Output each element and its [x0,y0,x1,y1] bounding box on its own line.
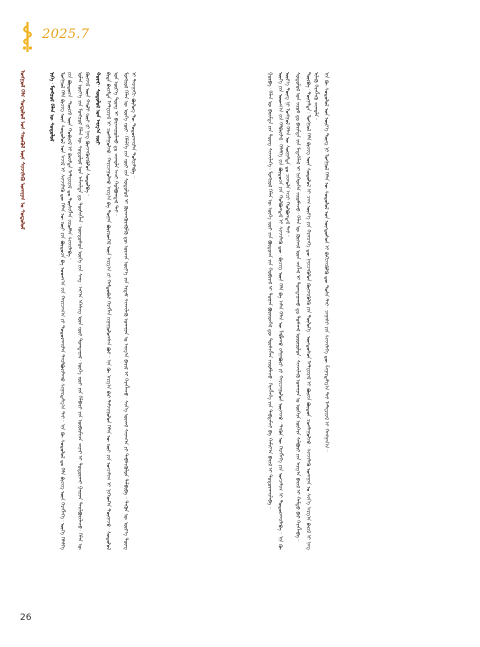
paragraph: ᠮᠣᠩᠭᠣᠯ ᠬᠡᠯᠡᠨ ᠦ ᠦᠭᠡ ᠵᠦᠢ᠂ ᠬᠡᠯᠡᠯᠭᠡ ᠶᠢᠨ ᠵᠦᠢ ᠶᠢᠨ ᠰᠤᠳᠤᠯᠤᠯ ᠢ ᠭᠦᠨᠵᠡᠭᠦᠷᠡᠭᠦᠯᠬᠦ ᠳᠦ ᠣᠷᠴᠢᠨ ᠦᠶ᠎ᠡ ᠶᠢᠨ ᠡᠷᠳᠡᠮ ᠰᠢᠨᠵᠢᠯᠡᠬᠦ ᠤᠬᠠᠭᠠᠨ ᠤ ᠠᠷᠭ᠎ᠠ ᠪᠠᠷᠢᠯ ᠢ ᠬᠡᠷᠡᠭᠯᠡᠵᠦ᠂ ᠰᠢᠨ᠎ᠡ ᠦᠵᠡᠯ ᠰᠠᠨᠠᠭ᠎ᠠ ᠶᠢ ᠳᠡᠪᠰᠢᠭᠦᠯᠦᠨ ᠲᠠᠯᠪᠢᠪᠠ᠃ ᠲᠡᠭᠦᠨ ᠦ ᠦᠷ᠎ᠡ ᠳᠦᠩ ᠢ ᠳᠠᠷᠠᠭᠠᠬᠢ ᠪᠦᠯᠦᠭ ᠲᠦ ᠲᠣᠳᠣᠷᠬᠠᠢᠯᠠᠨ ᠲᠣᠮᠢᠶᠠᠯᠠᠪᠠ᠃ [122,72,137,550]
paragraph: ᠣᠯᠠᠨ ᠦᠶ᠎ᠡ ᠶᠢᠨ ᠮᠣᠩᠭᠣᠯ ᠬᠡᠯᠡᠨ ᠦ ᠰᠤᠳᠤᠯᠤᠯ ᠤᠨ ᠠᠮᠵᠢᠯᠲᠠ ᠳᠤ ᠲᠦᠰᠢᠭᠯᠡᠨ᠂ ᠦᠨᠳᠦᠰᠦᠨ ᠦᠭᠡ ᠶᠢᠨ ᠰᠠᠩ᠂ ᠠᠶ᠎ᠠ ᠡᠭᠡᠰᠢᠭ ᠦᠨ ᠵᠦᠢ ᠲᠣᠭᠲᠠᠭᠠᠯ᠂ ᠦᠭᠡ ᠵᠦᠢ ᠶᠢᠨ ᠬᠡᠯᠪᠡᠷᠢ ᠶᠢᠨ ᠥᠪᠡᠷᠮᠢᠴᠡ ᠴᠢᠨᠠᠷ ᠢ ᠲᠣᠳᠤᠷᠬᠠᠢ ᠭᠠᠷᠭᠠᠨ ᠲᠠᠢᠯᠪᠤᠷᠢᠯᠠᠵᠤ᠂ ᠬᠡᠯᠡᠨ ᠦ ᠬᠥᠭᠵᠢᠯ ᠦᠨ ᠬᠠᠤᠯᠢ ᠵᠦᠢ ᠶᠢ ᠨᠡᠩ ᠭᠦᠨᠵᠡᠭᠦᠷᠡᠭᠦᠯᠦᠨ ᠰᠤᠳᠤᠯᠪᠠ᠃ [76,72,91,550]
issue-year: 2025.7 [42,27,90,42]
section-heading: ᠬᠣᠶᠠᠷ᠂ ᠰᠤᠳᠤᠯᠤᠯ ᠤᠨ ᠠᠷᠭ᠎ᠠ ᠵᠦᠢ [94,72,101,145]
paragraph: ᠡᠨᠡ ᠬᠦ ᠰᠤᠳᠤᠯᠤᠯ ᠤᠨ ᠦᠷ᠎ᠡ ᠳᠦᠩ ᠨᠢ ᠮᠣᠩᠭᠣᠯ ᠬᠡᠯᠡᠨ ᠦ ᠰᠤᠳᠤᠯᠤᠯ ᠤᠨ ᠦᠨᠳᠦᠰᠦᠨ ᠢ ᠪᠡᠬᠢᠵᠢᠭᠦᠯᠬᠦ ᠳᠦ ᠲᠤᠰᠠ ᠲᠠᠢ᠂ ᠴᠠᠭᠠᠰᠢ ᠶᠢᠨ ᠰᠢᠨᠵᠢᠯᠡᠭᠡ ᠳᠦ ᠱᠠᠭᠠᠷᠳᠠᠯᠭ᠎ᠠ ᠲᠠᠢ ᠮᠠᠲᠸᠷᠢᠶᠠᠯ ᠢ ᠬᠠᠩᠭᠠᠨ᠎ᠠ᠃ [322,72,329,452]
text-column-left [44,72,254,550]
paragraph: ᠮᠣᠩᠭᠣᠯ ᠬᠡᠯᠡ ᠪᠢᠴᠢᠭ ᠦᠨ ᠰᠤᠳᠤᠯᠤᠯ ᠤᠨ ᠠᠵᠢᠯ ᠢ ᠰᠢᠨᠵᠢᠯᠡᠬᠦ ᠳᠦ ᠬᠡᠯᠡᠨ ᠦ ᠵᠦᠢ ᠶᠢᠨ ᠪᠦᠲᠦᠴᠡ ᠪᠠ ᠤᠳᠬ᠎ᠠ ᠵᠢᠨ ᠬᠠᠷᠢᠴᠠᠭ᠎ᠠ ᠶᠢ ᠲᠣᠳᠣᠷᠬᠠᠢᠯᠠᠨ ᠲᠠᠢᠯᠪᠤᠷᠢᠯᠠᠬᠤ ᠰᠢᠭᠠᠷᠳᠠᠯᠭ᠎ᠠ ᠲᠠᠢ᠃ ᠡᠨᠡ ᠬᠦ ᠰᠤᠳᠤᠯᠤᠯ ᠳᠤ ᠬᠡᠯᠡ ᠪᠢᠴᠢᠭ ᠦᠨ ᠬᠡᠷᠡᠭᠯᠡᠭᠡ᠂ ᠦᠭᠡ ᠬᠡᠯᠡᠯᠭᠡ ᠶᠢᠨ ᠪᠦᠲᠦᠴᠡ᠂ ᠳᠦᠷᠢᠮ ᠦᠨ ᠬᠤᠪᠢᠷᠠᠯ ᠢ ᠪᠠᠷᠢᠮᠲᠠ ᠮᠠᠲᠸᠷᠢᠶᠠᠯ ᠳᠤ ᠲᠦᠰᠢᠭᠯᠡᠨ ᠵᠢᠷᠤᠮᠯᠠᠨ ᠰᠢᠨᠵᠢᠯᠡᠪᠡ᠃ [58,72,73,550]
paragraph: ᠪᠢᠳᠡ ᠪᠠᠷᠢᠮᠲᠠ ᠮᠠᠲᠸᠷᠢᠶᠠᠯ ᠢ ᠴᠤᠭᠯᠠᠭᠤᠯᠵᠤ᠂ ᠬᠠᠷᠢᠴᠠᠭᠤᠯᠬᠤ ᠠᠷᠭ᠎ᠠ ᠪᠠ ᠲᠣᠭᠠᠨ ᠪᠦᠷᠢᠳᠬᠡᠯ ᠦᠨ ᠠᠷᠭ᠎ᠠ ᠶᠢ ᠬᠠᠮᠳᠤᠪᠠᠷ ᠬᠡᠷᠡᠭᠯᠡᠨ ᠵᠢᠭᠠᠭᠤᠯᠤᠭᠰᠠᠨ ᠪᠤᠢ᠃ ᠡᠨᠡ ᠬᠦ ᠠᠷᠭ᠎ᠠ ᠪᠠᠷ ᠳᠠᠮᠵᠢᠭᠤᠯᠤᠨ ᠬᠡᠯᠡᠨ ᠦ ᠵᠦᠢ ᠶᠢᠨ ᠣᠨᠴᠠᠯᠢᠭ ᠢ ᠨᠢᠭᠡᠳᠬᠡᠨ ᠳᠦᠭᠨᠡᠵᠦ᠂ ᠰᠤᠳᠤᠯᠤᠯ ᠤᠨ ᠦᠷ᠎ᠡ ᠳᠦᠩ ᠢ ᠪᠠᠶᠠᠵᠢᠭᠤᠯᠬᠤ ᠳᠤ ᠴᠢᠬᠤᠯᠠ ᠠᠴᠢ ᠬᠣᠯᠪᠣᠭᠳᠠᠯ ᠲᠠᠢ᠃ [104,72,119,550]
journal-logo-icon [22,22,33,52]
paragraph: ᠳᠥᠷᠪᠡ᠂ ᠳᠦᠭᠨᠡᠯᠲᠡ᠄ ᠮᠣᠩᠭᠣᠯ ᠬᠡᠯᠡ ᠪᠢᠴᠢᠭ ᠦᠨ ᠰᠤᠳᠤᠯᠤᠯ ᠢ ᠴᠠᠭ ᠦᠶ᠎ᠡ ᠶᠢᠨ ᠬᠡᠷᠡᠭᠴᠡᠭᠡ ᠳᠦ ᠨᠡᠶᠢᠴᠡᠭᠦᠯᠦᠨ ᠬᠥᠭᠵᠢᠭᠦᠯᠬᠦ ᠶᠢᠨ ᠲᠥᠯᠥᠭᠡ᠂ ᠦᠨᠳᠦᠰᠦᠨ ᠮᠠᠲᠸᠷᠢᠶᠠᠯ ᠢ ᠪᠦᠷᠢᠨ ᠪᠦᠲᠦᠨ ᠴᠤᠭᠯᠠᠭᠤᠯᠵᠤ᠂ ᠰᠢᠨᠵᠢᠯᠡᠬᠦ ᠤᠬᠠᠭᠠᠨ ᠤ ᠰᠢᠨ᠎ᠡ ᠠᠷᠭ᠎ᠠ ᠪᠠᠷᠢᠯ ᠢ ᠨᠡᠩ ᠢᠯᠡᠭᠦ ᠬᠡᠷᠡᠭᠯᠡᠬᠦ ᠴᠢᠬᠤᠯᠠ᠃ [305,72,319,550]
page-number: 26 [20,613,32,623]
paragraph: ᠰᠤᠳᠤᠯᠤᠯ ᠤᠨ ᠵᠢᠷᠤᠮ ᠳᠤ ᠪᠠᠷᠢᠮᠲᠠ ᠶᠢᠨ ᠮᠡᠳᠡᠭᠡᠯᠡᠯ ᠢ ᠨᠢᠭᠡᠳᠬᠡᠨ ᠵᠢᠷᠤᠮᠯᠠᠵᠤ᠂ ᠬᠡᠯᠡᠨ ᠦ ᠬᠥᠭᠵᠢᠯ ᠦᠨ ᠴᠢᠭᠯᠡᠯ ᠢ ᠲᠣᠭᠲᠠᠭᠠᠬᠤ ᠳᠤ ᠳᠤᠰᠬᠠᠯ ᠤᠷᠤᠭᠤᠯᠤᠨ᠂ ᠰᠢᠨᠵᠢᠯᠡᠬᠦ ᠤᠬᠠᠭᠠᠨ ᠤ ᠥᠭᠡᠷᠡ ᠥᠭᠡᠷᠡ ᠰᠠᠯᠪᠤᠷᠢ ᠶᠢᠨ ᠠᠷᠭ᠎ᠠ ᠪᠠᠷᠢᠯ ᠢ ᠬᠠᠮᠲᠤ ᠪᠡᠷ ᠬᠡᠷᠡᠭᠯᠡᠪᠡ᠃ [294,72,301,542]
paragraph: ᠭᠤᠷᠪᠠ᠂ ᠬᠡᠯᠡᠨ ᠦ ᠪᠠᠷᠢᠮᠲᠠ ᠶᠢᠨ ᠳᠦᠩ ᠰᠢᠨᠵᠢᠯᠡᠭᠡ᠄ ᠮᠣᠩᠭᠣᠯ ᠬᠡᠯᠡᠨ ᠦ ᠦᠭᠡ ᠵᠦᠢ ᠶᠢᠨ ᠪᠦᠲᠦᠴᠡ ᠶᠢᠨ ᠬᠤᠪᠢᠷᠠᠯ ᠢ ᠲᠣᠭᠠᠨ ᠪᠦᠷᠢᠳᠬᠡᠯ ᠳᠦ ᠲᠦᠰᠢᠭᠯᠡᠨ ᠵᠢᠷᠤᠮᠯᠠᠵᠤ᠂ ᠬᠡᠷᠡᠭᠯᠡᠭᠡ ᠶᠢᠨ ᠳᠠᠪᠲᠠᠮᠵᠢ ᠪᠠ ᠬᠠᠮᠢᠶ᠎ᠠ ᠪᠠᠷᠢᠯ ᠢ ᠲᠣᠳᠣᠷᠬᠠᠢᠯᠠᠪᠠ᠃ [266,72,273,509]
text-column-right [262,72,460,550]
paragraph: ᠦᠭᠡ ᠶᠢᠨ ᠤᠳᠬ᠎ᠠ ᠶᠢᠨ ᠬᠡᠯᠪᠡᠷᠢᠯᠡᠯ᠂ ᠬᠡᠯᠡᠯᠭᠡ ᠶᠢᠨ ᠪᠦᠲᠦᠴᠡ ᠶᠢᠨ ᠬᠣᠯᠪᠣᠭᠳᠠᠯ ᠢ ᠰᠢᠨᠵᠢᠯᠡᠬᠦ ᠳᠦ᠂ ᠪᠢᠴᠢᠭ ᠦᠨ ᠬᠡᠯᠡ ᠪᠠ ᠠᠮᠠᠨ ᠬᠡᠯᠡᠨ ᠦ ᠯᠠᠪᠯᠠᠬᠤ ᠶᠠᠯᠭᠠᠪᠣᠷᠢ ᠶᠢ ᠬᠠᠷᠢᠴᠠᠭᠤᠯᠤᠨ ᠦᠵᠡᠵᠦ᠂ ᠲᠡᠭᠦᠨ ᠦ ᠬᠡᠷᠡᠭᠯᠡᠭᠡ ᠶᠢᠨ ᠣᠨᠴᠠᠯᠢᠭ ᠢ ᠲᠣᠳᠣᠷᠬᠠᠢᠯᠠᠪᠠ᠃ ᠡᠨᠡ ᠬᠦ ᠦᠷ᠎ᠡ ᠳᠦᠩ ᠨᠢ ᠮᠣᠩᠭᠣᠯ ᠬᠡᠯᠡᠨ ᠦ ᠰᠤᠷᠭᠠᠯᠲᠠ ᠳᠤ ᠴᠢᠬᠤᠯᠠ ᠠᠴᠢ ᠬᠣᠯᠪᠣᠭᠳᠠᠯ ᠲᠠᠢ᠃ [276,72,291,550]
running-title: ᠮᠣᠩᠭᠣᠯ ᠬᠡᠯᠡ ᠰᠤᠳᠤᠯᠤᠯ ᠤᠨ ᠰᠡᠳᠬᠦᠯ ᠦᠨ ᠰᠢᠨᠵᠢᠯᠡᠬᠦ ᠤᠬᠠᠭᠠᠨ ᠤ ᠰᠤᠳᠤᠯᠤᠯ [19,70,25,230]
section-heading: ᠨᠢᠭᠡ᠂ ᠮᠣᠩᠭᠣᠯ ᠬᠡᠯᠡᠨ ᠦ ᠰᠤᠳᠤᠯᠤᠯ [48,72,55,142]
